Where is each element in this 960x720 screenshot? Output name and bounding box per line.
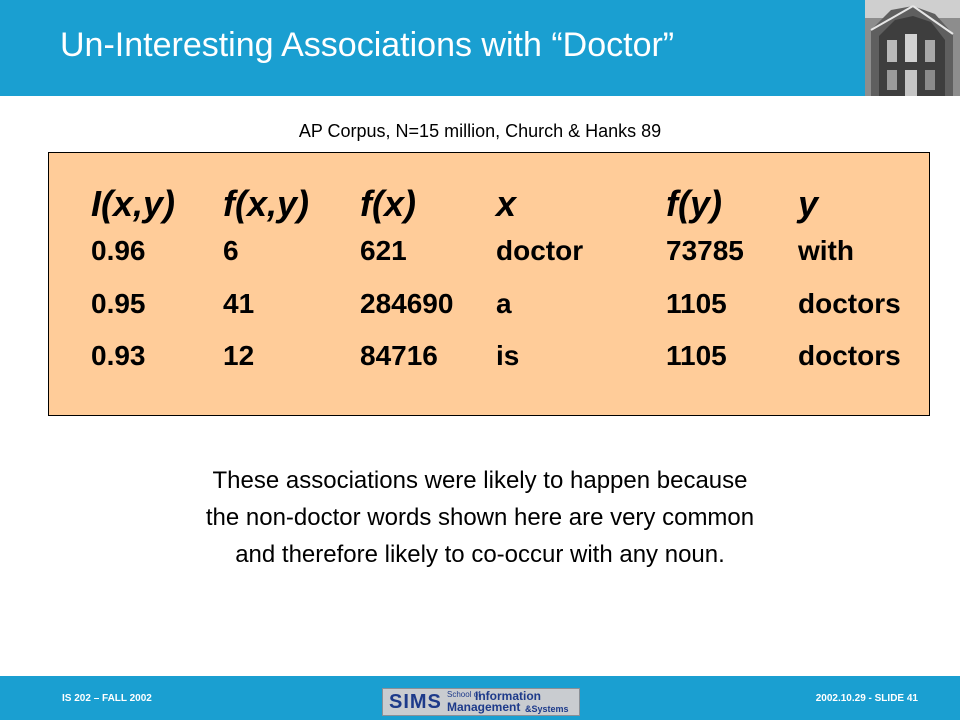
sims-logo-systems: &Systems bbox=[525, 704, 569, 714]
slide-number: 2002.10.29 - SLIDE 41 bbox=[815, 693, 918, 704]
explanation-text bbox=[0, 462, 960, 573]
sims-logo-information: Information bbox=[475, 689, 541, 703]
table-cell: doctors bbox=[798, 288, 901, 319]
sims-logo-main: SIMS bbox=[389, 691, 442, 713]
building-photo bbox=[865, 0, 960, 96]
explanation-line: These associations were likely to happen because bbox=[212, 467, 748, 494]
table-cell: 73785 bbox=[666, 235, 744, 266]
association-table bbox=[48, 152, 930, 416]
col-header-mi: I(x,y) bbox=[91, 183, 176, 224]
explanation-line: the non-doctor words shown here are very common bbox=[205, 504, 755, 531]
table-cell: 284690 bbox=[360, 288, 454, 319]
table-cell: 41 bbox=[223, 288, 255, 319]
table-cell: 621 bbox=[360, 235, 407, 266]
explanation-line: and therefore likely to co-occur with any noun. bbox=[235, 541, 725, 568]
col-header-fx: f(x) bbox=[360, 183, 416, 224]
slide-title: Un-Interesting Associations with “Doctor” bbox=[60, 26, 675, 64]
sims-logo-management: Management bbox=[447, 700, 521, 714]
col-header-y: y bbox=[798, 183, 819, 224]
footer-bar bbox=[0, 676, 960, 720]
table-cell: doctors bbox=[798, 340, 901, 371]
table-cell: 84716 bbox=[360, 340, 438, 371]
corpus-subtitle: AP Corpus, N=15 million, Church & Hanks 89 bbox=[298, 121, 662, 141]
col-header-fxy: f(x,y) bbox=[223, 183, 310, 224]
course-label: IS 202 – FALL 2002 bbox=[62, 693, 152, 704]
table-cell: a bbox=[496, 288, 512, 319]
table-cell: 6 bbox=[223, 235, 239, 266]
sims-logo-school-of: School of bbox=[447, 690, 481, 699]
table-cell: 12 bbox=[223, 340, 255, 371]
col-header-fy: f(y) bbox=[666, 183, 722, 224]
table-cell: doctor bbox=[496, 235, 584, 266]
table-cell: 1105 bbox=[666, 340, 727, 371]
table-cell: with bbox=[798, 235, 854, 266]
table-cell: 0.96 bbox=[91, 235, 146, 266]
table-cell: 0.93 bbox=[91, 340, 146, 371]
sims-logo bbox=[382, 688, 580, 716]
table-cell: is bbox=[496, 340, 520, 371]
header-bar bbox=[0, 0, 865, 96]
table-cell: 1105 bbox=[666, 288, 727, 319]
col-header-x: x bbox=[496, 183, 517, 224]
table-cell: 0.95 bbox=[91, 288, 146, 319]
